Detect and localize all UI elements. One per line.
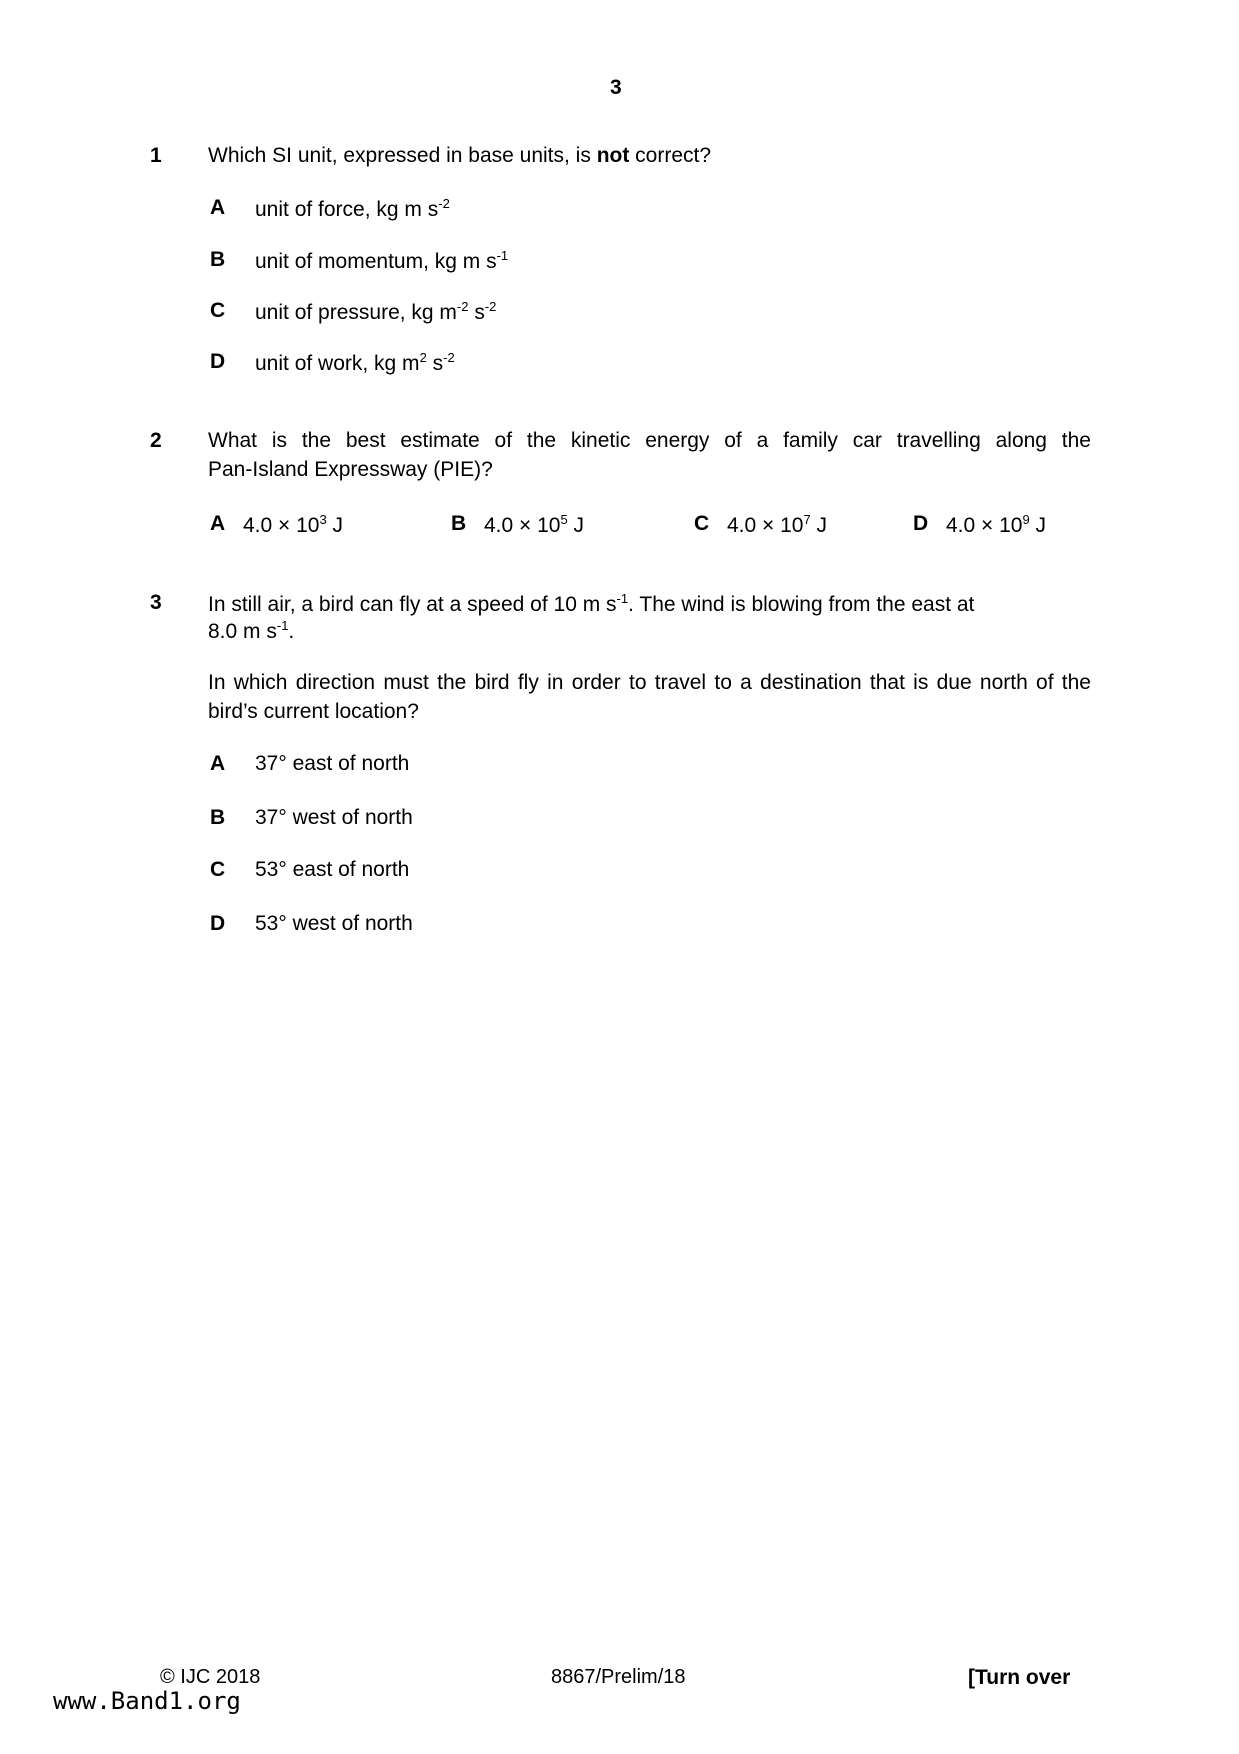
option-letter: A — [210, 752, 226, 775]
question-stem-line: What is the best estimate of the kinetic energy of a family car travelling along the — [208, 429, 1091, 452]
question-number: 2 — [150, 429, 162, 452]
option-text: 53° west of north — [255, 912, 413, 935]
question-number: 1 — [150, 144, 162, 167]
option-text: unit of force, kg m $s^{-2}$ — [255, 196, 450, 221]
option-letter: B — [210, 248, 226, 271]
option-letter: B — [451, 512, 467, 535]
question-stem-line: 8.0 m $s^{-1}$. — [208, 618, 295, 643]
emphasis: not — [596, 144, 630, 167]
footer-copyright: © IJC 2018 — [160, 1666, 261, 1688]
option-text: $4.0 \times 10^5$ J — [484, 512, 585, 537]
option-letter: A — [210, 512, 226, 535]
option-text: unit of pressure, kg $m^{-2}$ $s^{-2}$ — [255, 299, 497, 324]
option-text: $4.0 \times 10^7$ J — [727, 512, 828, 537]
option-letter: B — [210, 806, 226, 829]
option-text: $4.0 \times 10^3$ J — [243, 512, 344, 537]
option-letter: D — [210, 912, 226, 935]
page-number: 3 — [610, 76, 622, 99]
question-stem-line: In still air, a bird can fly at a speed of 10 m $s^{-1}$. The wind is blowing from the east at — [208, 591, 975, 616]
option-text: 53° east of north — [255, 858, 410, 881]
option-text: 37° east of north — [255, 752, 410, 775]
question-stem: Which SI unit, expressed in base units, is not correct? — [208, 144, 712, 167]
option-text: unit of momentum, kg m $s^{-1}$ — [255, 248, 509, 273]
question-stem-line: Pan-Island Expressway (PIE)? — [208, 458, 493, 481]
option-letter: C — [210, 858, 226, 881]
option-text: $4.0 \times 10^9$ J — [946, 512, 1047, 537]
watermark: www.Band1.org — [53, 1687, 241, 1715]
option-letter: C — [210, 299, 226, 322]
option-letter: C — [694, 512, 710, 535]
option-text: unit of work, kg $m^2$ $s^{-2}$ — [255, 350, 455, 375]
option-letter: D — [210, 350, 226, 373]
option-text: 37° west of north — [255, 806, 413, 829]
option-letter: D — [913, 512, 929, 535]
option-letter: A — [210, 196, 226, 219]
footer-paper-code: 8867/Prelim/18 — [551, 1666, 686, 1688]
question-number: 3 — [150, 591, 162, 614]
question-paragraph: In which direction must the bird fly in order to travel to a destination that is due north of the bird’s current location? — [208, 671, 1091, 723]
footer-turn-over: [Turn over — [968, 1666, 1071, 1689]
